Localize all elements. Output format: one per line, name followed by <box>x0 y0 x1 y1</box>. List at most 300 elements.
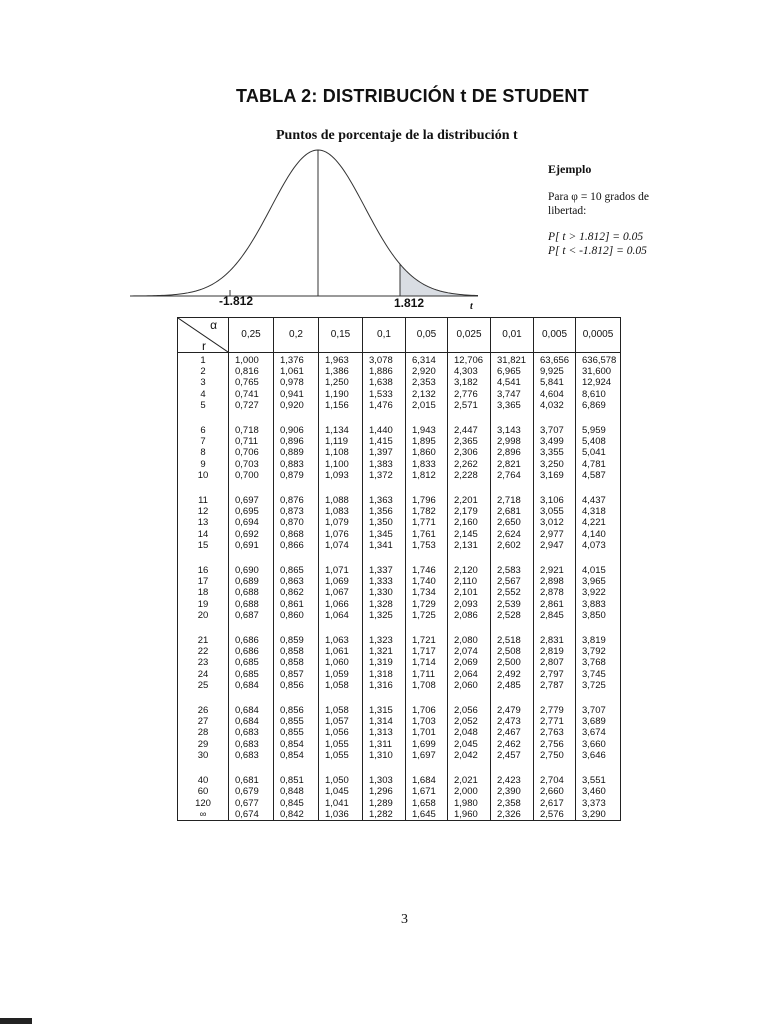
table-cell: 2,650 <box>491 517 534 528</box>
table-cell: 1,036 <box>319 809 363 821</box>
table-cell: 1,061 <box>319 646 363 657</box>
table-cell: 4,587 <box>576 470 621 481</box>
table-cell: 3,078 <box>363 353 406 367</box>
table-cell: 12,924 <box>576 377 621 388</box>
table-row <box>178 739 621 750</box>
table-cell: 1,060 <box>319 657 363 668</box>
table-cell: 1,345 <box>363 529 406 540</box>
table-cell: 0,695 <box>229 506 274 517</box>
table-cell: 0,854 <box>274 739 319 750</box>
table-cell: 2,807 <box>534 657 576 668</box>
critical-value-negative-label: -1.812 <box>219 294 254 308</box>
table-cell: 2,756 <box>534 739 576 750</box>
table-cell: 1,771 <box>406 517 448 528</box>
table-row <box>178 610 621 621</box>
table-cell: 9,925 <box>534 366 576 377</box>
table-cell: 0,688 <box>229 587 274 598</box>
table-cell: 0,906 <box>274 411 319 436</box>
table-cell: 1,383 <box>363 459 406 470</box>
table-cell: 5,408 <box>576 436 621 447</box>
table-cell: 1,314 <box>363 716 406 727</box>
table-cell: 2,571 <box>448 400 491 411</box>
row-df-cell: 12 <box>178 506 229 517</box>
row-df-cell: 27 <box>178 716 229 727</box>
table-cell: 3,768 <box>576 657 621 668</box>
table-cell: 636,578 <box>576 353 621 367</box>
table-cell: 1,341 <box>363 540 406 551</box>
row-df-cell: 3 <box>178 377 229 388</box>
table-cell: 1,083 <box>319 506 363 517</box>
table-row <box>178 529 621 540</box>
table-cell: 3,169 <box>534 470 576 481</box>
table-cell: 2,819 <box>534 646 576 657</box>
table-cell: 2,528 <box>491 610 534 621</box>
table-cell: 6,869 <box>576 400 621 411</box>
table-cell: 3,965 <box>576 576 621 587</box>
row-df-cell: 23 <box>178 657 229 668</box>
row-df-cell: 120 <box>178 798 229 809</box>
table-cell: 2,797 <box>534 669 576 680</box>
table-cell: 0,677 <box>229 798 274 809</box>
table-cell: 2,617 <box>534 798 576 809</box>
table-cell: 0,690 <box>229 551 274 576</box>
table-cell: 3,143 <box>491 411 534 436</box>
table-cell: 1,296 <box>363 786 406 797</box>
table-cell: 0,691 <box>229 540 274 551</box>
table-cell: 1,250 <box>319 377 363 388</box>
table-cell: 3,689 <box>576 716 621 727</box>
table-row <box>178 353 621 367</box>
axis-variable-label: t <box>470 301 473 312</box>
table-cell: 1,658 <box>406 798 448 809</box>
table-cell: 2,718 <box>491 481 534 506</box>
table-cell: 3,055 <box>534 506 576 517</box>
row-df-cell: 13 <box>178 517 229 528</box>
table-row <box>178 786 621 797</box>
table-cell: 0,870 <box>274 517 319 528</box>
table-cell: 2,353 <box>406 377 448 388</box>
table-cell: 4,781 <box>576 459 621 470</box>
table-cell: 2,045 <box>448 739 491 750</box>
table-cell: 6,314 <box>406 353 448 367</box>
table-cell: 2,326 <box>491 809 534 821</box>
table-cell: 1,313 <box>363 727 406 738</box>
table-cell: 2,776 <box>448 389 491 400</box>
table-row <box>178 621 621 646</box>
table-cell: 3,725 <box>576 680 621 691</box>
table-cell: 0,816 <box>229 366 274 377</box>
table-cell: 2,000 <box>448 786 491 797</box>
row-df-cell: 26 <box>178 691 229 716</box>
table-cell: 1,476 <box>363 400 406 411</box>
alpha-header-4: 0,05 <box>406 318 448 353</box>
table-cell: 2,056 <box>448 691 491 716</box>
table-cell: 1,289 <box>363 798 406 809</box>
table-cell: 1,066 <box>319 599 363 610</box>
table-cell: 1,056 <box>319 727 363 738</box>
table-cell: 0,851 <box>274 761 319 786</box>
table-cell: 2,660 <box>534 786 576 797</box>
row-df-cell: 16 <box>178 551 229 576</box>
row-df-cell: ∞ <box>178 809 229 821</box>
table-cell: 2,576 <box>534 809 576 821</box>
table-cell: 2,704 <box>534 761 576 786</box>
table-cell: 1,415 <box>363 436 406 447</box>
table-row <box>178 646 621 657</box>
row-df-cell: 1 <box>178 353 229 367</box>
table-cell: 0,868 <box>274 529 319 540</box>
table-cell: 4,073 <box>576 540 621 551</box>
table-cell: 2,080 <box>448 621 491 646</box>
row-df-cell: 30 <box>178 750 229 761</box>
table-cell: 0,856 <box>274 691 319 716</box>
table-cell: 1,886 <box>363 366 406 377</box>
table-cell: 1,684 <box>406 761 448 786</box>
table-cell: 2,179 <box>448 506 491 517</box>
table-row <box>178 798 621 809</box>
table-cell: 1,729 <box>406 599 448 610</box>
table-row <box>178 447 621 458</box>
table-row <box>178 470 621 481</box>
table-cell: 0,688 <box>229 599 274 610</box>
table-cell: 2,048 <box>448 727 491 738</box>
table-cell: 0,694 <box>229 517 274 528</box>
table-cell: 2,228 <box>448 470 491 481</box>
table-cell: 2,462 <box>491 739 534 750</box>
table-cell: 12,706 <box>448 353 491 367</box>
table-cell: 3,883 <box>576 599 621 610</box>
table-cell: 1,088 <box>319 481 363 506</box>
table-cell: 1,074 <box>319 540 363 551</box>
table-cell: 1,045 <box>319 786 363 797</box>
table-cell: 0,697 <box>229 481 274 506</box>
table-cell: 2,120 <box>448 551 491 576</box>
table-cell: 2,998 <box>491 436 534 447</box>
table-cell: 0,854 <box>274 750 319 761</box>
table-cell: 2,508 <box>491 646 534 657</box>
table-cell: 2,602 <box>491 540 534 551</box>
row-df-cell: 60 <box>178 786 229 797</box>
example-equation-2: P[ t < -1.812] = 0.05 <box>548 245 647 257</box>
table-cell: 1,714 <box>406 657 448 668</box>
table-cell: 3,460 <box>576 786 621 797</box>
example-heading: Ejemplo <box>548 162 592 176</box>
table-cell: 2,473 <box>491 716 534 727</box>
table-cell: 1,356 <box>363 506 406 517</box>
right-tail-shaded-area <box>400 264 478 296</box>
table-cell: 1,108 <box>319 447 363 458</box>
table-row <box>178 517 621 528</box>
table-cell: 0,855 <box>274 727 319 738</box>
table-cell: 2,110 <box>448 576 491 587</box>
table-cell: 5,959 <box>576 411 621 436</box>
table-cell: 1,796 <box>406 481 448 506</box>
table-cell: 1,833 <box>406 459 448 470</box>
table-cell: 4,221 <box>576 517 621 528</box>
table-row <box>178 506 621 517</box>
table-cell: 1,055 <box>319 739 363 750</box>
table-cell: 4,032 <box>534 400 576 411</box>
table-cell: 31,600 <box>576 366 621 377</box>
row-df-cell: 19 <box>178 599 229 610</box>
table-cell: 2,845 <box>534 610 576 621</box>
table-cell: 1,057 <box>319 716 363 727</box>
table-cell: 3,373 <box>576 798 621 809</box>
table-cell: 0,941 <box>274 389 319 400</box>
table-cell: 3,747 <box>491 389 534 400</box>
table-cell: 1,706 <box>406 691 448 716</box>
table-cell: 3,365 <box>491 400 534 411</box>
table-cell: 1,895 <box>406 436 448 447</box>
example-description: Para φ = 10 grados de libertad: <box>548 191 649 217</box>
table-row <box>178 377 621 388</box>
table-cell: 3,499 <box>534 436 576 447</box>
table-cell: 2,358 <box>491 798 534 809</box>
table-cell: 2,567 <box>491 576 534 587</box>
row-df-cell: 17 <box>178 576 229 587</box>
row-df-cell: 14 <box>178 529 229 540</box>
table-cell: 0,876 <box>274 481 319 506</box>
table-cell: 0,866 <box>274 540 319 551</box>
table-cell: 0,683 <box>229 727 274 738</box>
table-cell: 2,042 <box>448 750 491 761</box>
row-df-cell: 29 <box>178 739 229 750</box>
alpha-header-7: 0,005 <box>534 318 576 353</box>
table-cell: 1,701 <box>406 727 448 738</box>
row-df-cell: 18 <box>178 587 229 598</box>
table-cell: 0,683 <box>229 750 274 761</box>
table-row <box>178 587 621 598</box>
row-df-cell: 2 <box>178 366 229 377</box>
page-number: 3 <box>401 912 408 927</box>
table-cell: 1,076 <box>319 529 363 540</box>
table-cell: 2,552 <box>491 587 534 598</box>
table-cell: 2,831 <box>534 621 576 646</box>
table-cell: 2,101 <box>448 587 491 598</box>
table-cell: 2,896 <box>491 447 534 458</box>
table-cell: 1,372 <box>363 470 406 481</box>
table-cell: 2,069 <box>448 657 491 668</box>
table-cell: 2,423 <box>491 761 534 786</box>
table-row <box>178 540 621 551</box>
table-body <box>178 353 621 821</box>
table-cell: 1,330 <box>363 587 406 598</box>
table-row <box>178 481 621 506</box>
table-cell: 0,860 <box>274 610 319 621</box>
table-cell: 0,896 <box>274 436 319 447</box>
table-cell: 0,687 <box>229 610 274 621</box>
table-cell: 0,684 <box>229 680 274 691</box>
table-cell: 2,132 <box>406 389 448 400</box>
table-cell: 1,061 <box>274 366 319 377</box>
table-cell: 0,883 <box>274 459 319 470</box>
table-cell: 1,325 <box>363 610 406 621</box>
table-cell: 1,119 <box>319 436 363 447</box>
table-cell: 2,060 <box>448 680 491 691</box>
table-row <box>178 551 621 576</box>
table-cell: 0,858 <box>274 646 319 657</box>
table-row <box>178 366 621 377</box>
table-cell: 1,812 <box>406 470 448 481</box>
table-cell: 0,686 <box>229 621 274 646</box>
table-cell: 2,898 <box>534 576 576 587</box>
table-cell: 1,100 <box>319 459 363 470</box>
table-cell: 2,861 <box>534 599 576 610</box>
table-cell: 2,583 <box>491 551 534 576</box>
table-cell: 3,551 <box>576 761 621 786</box>
table-cell: 0,842 <box>274 809 319 821</box>
alpha-header-3: 0,1 <box>363 318 406 353</box>
table-cell: 0,765 <box>229 377 274 388</box>
table-cell: 3,646 <box>576 750 621 761</box>
table-cell: 1,000 <box>229 353 274 367</box>
t-distribution-curve <box>0 140 520 310</box>
table-cell: 1,734 <box>406 587 448 598</box>
table-cell: 2,160 <box>448 517 491 528</box>
table-cell: 0,865 <box>274 551 319 576</box>
row-df-cell: 24 <box>178 669 229 680</box>
table-cell: 0,879 <box>274 470 319 481</box>
row-df-cell: 4 <box>178 389 229 400</box>
table-cell: 1,071 <box>319 551 363 576</box>
table-cell: 0,889 <box>274 447 319 458</box>
table-cell: 4,437 <box>576 481 621 506</box>
table-cell: 1,318 <box>363 669 406 680</box>
table-cell: 1,064 <box>319 610 363 621</box>
row-df-cell: 10 <box>178 470 229 481</box>
critical-value-positive-label: 1.812 <box>394 296 425 310</box>
table-cell: 2,821 <box>491 459 534 470</box>
table-corner-cell <box>178 318 229 353</box>
table-cell: 1,697 <box>406 750 448 761</box>
table-cell: 1,050 <box>319 761 363 786</box>
table-cell: 3,182 <box>448 377 491 388</box>
table-cell: 2,787 <box>534 680 576 691</box>
table-cell: 2,306 <box>448 447 491 458</box>
table-cell: 0,848 <box>274 786 319 797</box>
table-cell: 0,718 <box>229 411 274 436</box>
table-cell: 2,074 <box>448 646 491 657</box>
row-df-cell: 28 <box>178 727 229 738</box>
table-cell: 2,131 <box>448 540 491 551</box>
table-row <box>178 680 621 691</box>
table-cell: 0,711 <box>229 436 274 447</box>
table-cell: 1,134 <box>319 411 363 436</box>
table-cell: 1,319 <box>363 657 406 668</box>
table-cell: 1,753 <box>406 540 448 551</box>
alpha-header-8: 0,0005 <box>576 318 621 353</box>
table-cell: 2,064 <box>448 669 491 680</box>
table-cell: 3,250 <box>534 459 576 470</box>
table-cell: 5,041 <box>576 447 621 458</box>
table-row <box>178 809 621 821</box>
table-row <box>178 411 621 436</box>
table-cell: 0,684 <box>229 716 274 727</box>
table-row <box>178 400 621 411</box>
table-cell: 1,708 <box>406 680 448 691</box>
alpha-header-5: 0,025 <box>448 318 491 353</box>
alpha-header-6: 0,01 <box>491 318 534 353</box>
table-row <box>178 657 621 668</box>
table-cell: 3,922 <box>576 587 621 598</box>
table-cell: 1,321 <box>363 646 406 657</box>
table-cell: 0,692 <box>229 529 274 540</box>
table-cell: 1,316 <box>363 680 406 691</box>
table-cell: 3,674 <box>576 727 621 738</box>
table-cell: 1,397 <box>363 447 406 458</box>
table-cell: 1,303 <box>363 761 406 786</box>
table-cell: 1,063 <box>319 621 363 646</box>
table-cell: 2,015 <box>406 400 448 411</box>
table-cell: 3,290 <box>576 809 621 821</box>
table-cell: 1,282 <box>363 809 406 821</box>
table-row <box>178 576 621 587</box>
table-cell: 1,963 <box>319 353 363 367</box>
row-df-cell: 22 <box>178 646 229 657</box>
row-df-cell: 11 <box>178 481 229 506</box>
table-cell: 2,447 <box>448 411 491 436</box>
table-cell: 2,763 <box>534 727 576 738</box>
table-cell: 0,679 <box>229 786 274 797</box>
table-cell: 2,485 <box>491 680 534 691</box>
table-cell: 1,190 <box>319 389 363 400</box>
table-row <box>178 691 621 716</box>
table-cell: 3,850 <box>576 610 621 621</box>
table-cell: 1,376 <box>274 353 319 367</box>
table-cell: 0,706 <box>229 447 274 458</box>
table-cell: 1,860 <box>406 447 448 458</box>
table-cell: 2,479 <box>491 691 534 716</box>
table-cell: 0,856 <box>274 680 319 691</box>
table-cell: 2,624 <box>491 529 534 540</box>
table-cell: 1,328 <box>363 599 406 610</box>
t-distribution-table <box>177 317 621 821</box>
scan-edge-mark <box>0 1018 32 1024</box>
table-cell: 0,685 <box>229 669 274 680</box>
table-cell: 2,052 <box>448 716 491 727</box>
table-cell: 1,980 <box>448 798 491 809</box>
row-df-cell: 21 <box>178 621 229 646</box>
table-cell: 1,638 <box>363 377 406 388</box>
table-cell: 2,086 <box>448 610 491 621</box>
table-cell: 1,645 <box>406 809 448 821</box>
table-cell: 2,145 <box>448 529 491 540</box>
row-df-cell: 15 <box>178 540 229 551</box>
table-cell: 3,355 <box>534 447 576 458</box>
table-cell: 6,965 <box>491 366 534 377</box>
table-cell: 1,333 <box>363 576 406 587</box>
table-cell: 2,920 <box>406 366 448 377</box>
table-cell: 0,674 <box>229 809 274 821</box>
row-df-cell: 9 <box>178 459 229 470</box>
r-symbol: r <box>202 338 206 352</box>
density-curve <box>130 150 478 296</box>
row-df-cell: 25 <box>178 680 229 691</box>
table-cell: 0,920 <box>274 400 319 411</box>
table-cell: 1,079 <box>319 517 363 528</box>
table-cell: 3,106 <box>534 481 576 506</box>
table-cell: 1,740 <box>406 576 448 587</box>
alpha-header-1: 0,2 <box>274 318 319 353</box>
table-cell: 1,337 <box>363 551 406 576</box>
table-cell: 1,055 <box>319 750 363 761</box>
table-cell: 2,500 <box>491 657 534 668</box>
table-cell: 1,059 <box>319 669 363 680</box>
table-cell: 1,711 <box>406 669 448 680</box>
table-cell: 0,684 <box>229 691 274 716</box>
table-cell: 8,610 <box>576 389 621 400</box>
table-cell: 1,041 <box>319 798 363 809</box>
